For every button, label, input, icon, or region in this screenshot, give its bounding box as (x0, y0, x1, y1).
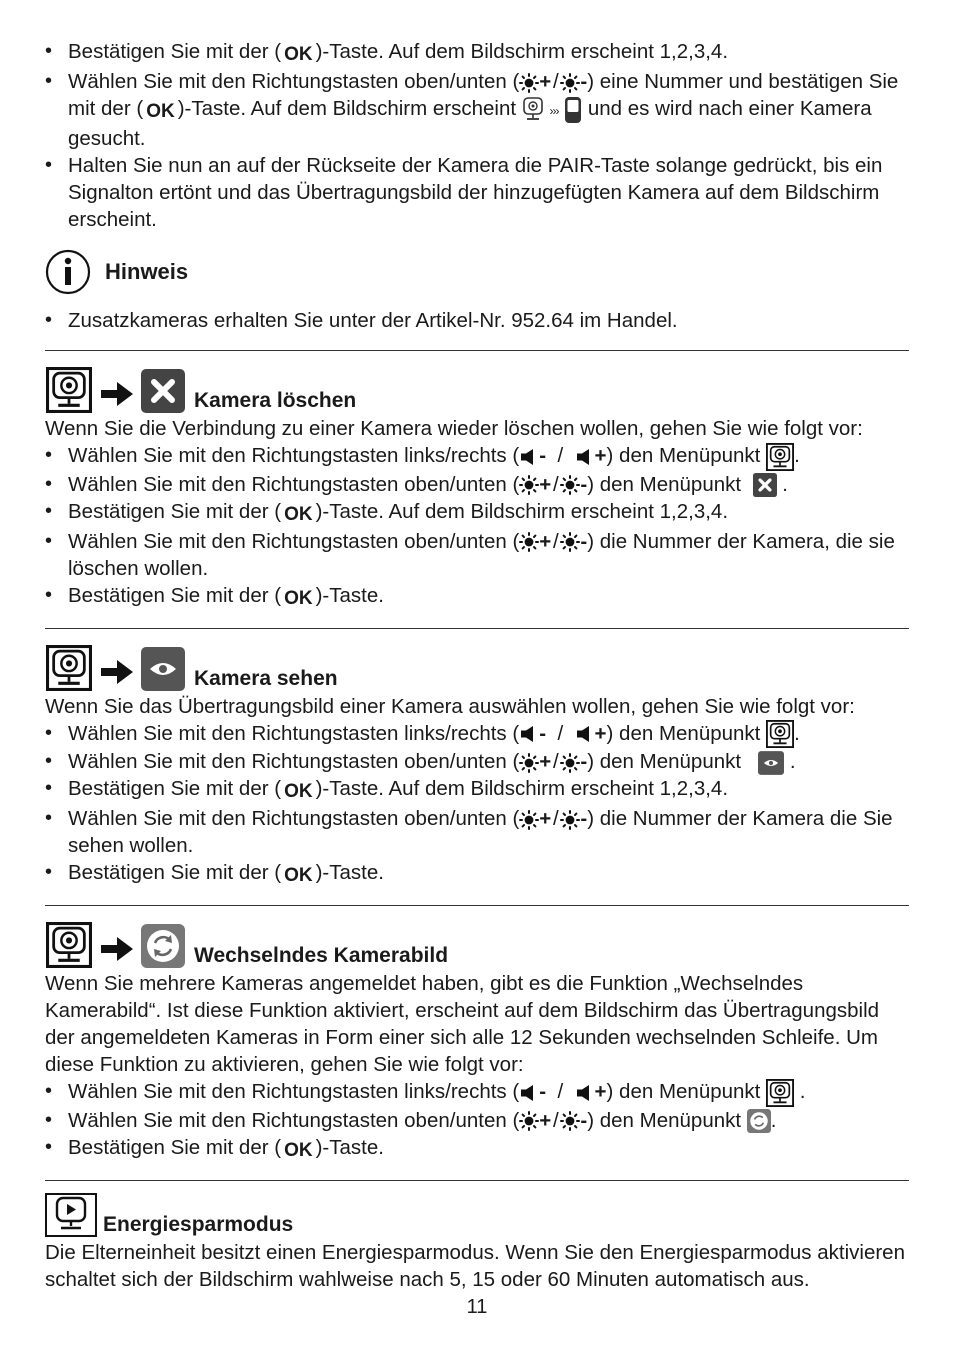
section-text: Die Elterneinheit besitzt einen Energiesparmodus. Wenn Sie den Energiesparmodus aktivieren schaltet sich der Bildschirm wahlweise nach 5, 15 oder 60 Minuten automatisch aus. (45, 1240, 905, 1291)
cycle-steps (45, 1078, 909, 1164)
brightness-icon (519, 475, 539, 495)
brightness-icon (519, 753, 539, 773)
signal-dots-icon: ››› (549, 104, 559, 118)
camera-icon (766, 443, 794, 471)
brightness-icon (560, 1111, 580, 1131)
note-list (45, 307, 909, 334)
list-item: • Bestätigen Sie mit der ( OK )-Taste. Auf dem Bildschirm erscheint 1,2,3,4. (45, 498, 909, 528)
delete-steps (45, 442, 909, 612)
brightness-icon (560, 475, 580, 495)
section-header-energy (45, 1191, 909, 1237)
section-intro: Wenn Sie mehrere Kameras angemeldet haben, gibt es die Funktion „Wechselndes Kamerabild“. Ist diese Funktion aktiviert, erscheint auf dem Bildschirm das Übertragungsbild der angemeldeten Kameras in Form einer sich alle 12 Sekunden wechselnden Schleife. Um diese Funktion zu aktivieren, gehen Sie wie folgt vor: (45, 972, 880, 1077)
brightness-icon (519, 532, 539, 552)
section-intro: Wenn Sie die Verbindung zu einer Kamera wieder löschen wollen, gehen Sie wie folgt vor: (45, 417, 863, 440)
list-item: • Wählen Sie mit den Richtungstasten oben/unten ( + / -) den Menüpunkt . (45, 1107, 909, 1134)
camera-icon (766, 720, 794, 748)
list-item: • Wählen Sie mit den Richtungstasten oben/unten ( + / -) eine Nummer und bestätigen Sie mit der ( OK )-Taste. Auf dem Bildschirm erscheint ››› und es wird nach einer Kamera gesucht. (45, 68, 909, 152)
camera-icon (522, 97, 544, 123)
ok-key-label: OK (146, 101, 175, 122)
ok-key-label: OK (284, 503, 313, 525)
ok-key-label: OK (284, 781, 313, 803)
view-steps (45, 720, 909, 890)
brightness-icon (560, 810, 580, 830)
list-item: • Wählen Sie mit den Richtungstasten oben/unten ( + / -) den Menüpunkt . (45, 471, 909, 498)
section-header-view (45, 639, 909, 691)
list-item: • Bestätigen Sie mit der ( OK )-Taste. (45, 582, 909, 612)
divider (45, 350, 909, 351)
camera-icon (766, 1079, 794, 1107)
list-item: • Bestätigen Sie mit der ( OK )-Taste. (45, 1134, 909, 1164)
monitor-icon (45, 1193, 97, 1237)
section-intro: Wenn Sie das Übertragungsbild einer Kamera auswählen wollen, gehen Sie wie folgt vor: (45, 694, 855, 718)
delete-x-icon (753, 473, 777, 497)
camera-icon (45, 922, 93, 968)
note-header (45, 249, 909, 295)
brightness-icon (560, 532, 580, 552)
ok-key-label: OK (284, 587, 313, 609)
list-item: • Halten Sie nun an auf der Rückseite der Kamera die PAIR-Taste solange gedrückt, bis ein Signalton ertönt und das Übertragungsbild der hinzugefügten Kamera auf dem Bildschirm erscheint. (45, 152, 909, 233)
ok-key-label: OK (284, 44, 313, 65)
list-item: • Zusatzkameras erhalten Sie unter der Artikel-Nr. 952.64 im Handel. (45, 307, 909, 334)
list-item: • Bestätigen Sie mit der ( OK )-Taste. (45, 859, 909, 889)
eye-icon (758, 751, 784, 775)
section-title: Kamera sehen (194, 666, 338, 690)
camera-icon (45, 367, 93, 413)
list-item: • Bestätigen Sie mit der ( OK )-Taste. Auf dem Bildschirm erscheint 1,2,3,4. (45, 38, 909, 68)
manual-page (45, 38, 909, 1293)
delete-x-icon (141, 369, 185, 413)
divider (45, 905, 909, 906)
section-header-cycle (45, 916, 909, 968)
speaker-icon (575, 1083, 595, 1103)
speaker-icon (575, 724, 595, 744)
cycle-icon (141, 924, 185, 968)
arrow-right-icon (99, 934, 135, 964)
list-item: • Wählen Sie mit den Richtungstasten links/rechts ( - / +) den Menüpunkt . (45, 1078, 909, 1107)
parent-unit-icon (564, 96, 582, 124)
speaker-icon (575, 447, 595, 467)
intro-list (45, 38, 909, 233)
section-title: Energiesparmodus (103, 1212, 294, 1236)
page-number: 11 (466, 1296, 488, 1318)
note-title: Hinweis (105, 259, 189, 284)
brightness-icon (560, 753, 580, 773)
ok-key-label: OK (284, 865, 313, 887)
brightness-icon (560, 73, 580, 93)
list-item: • Wählen Sie mit den Richtungstasten oben/unten ( + / -) den Menüpunkt . (45, 748, 909, 775)
divider (45, 1180, 909, 1181)
divider (45, 628, 909, 629)
info-icon (45, 249, 91, 295)
brightness-icon (519, 810, 539, 830)
speaker-icon (519, 1083, 539, 1103)
brightness-icon (519, 1111, 539, 1131)
arrow-right-icon (99, 379, 135, 409)
cycle-icon (747, 1109, 771, 1133)
list-item: • Wählen Sie mit den Richtungstasten links/rechts ( - / +) den Menüpunkt . (45, 442, 909, 471)
section-title: Wechselndes Kamerabild (194, 944, 449, 968)
section-title: Kamera löschen (194, 389, 357, 412)
speaker-icon (519, 724, 539, 744)
list-item: • Wählen Sie mit den Richtungstasten oben/unten ( + / -) die Nummer der Kamera die Sie sehen wollen. (45, 805, 909, 859)
list-item: • Wählen Sie mit den Richtungstasten oben/unten ( + / -) die Nummer der Kamera, die sie löschen wollen. (45, 528, 909, 582)
camera-icon (45, 645, 93, 691)
arrow-right-icon (99, 657, 135, 687)
eye-icon (141, 647, 185, 691)
ok-key-label: OK (284, 1139, 313, 1161)
speaker-icon (519, 447, 539, 467)
list-item: • Bestätigen Sie mit der ( OK )-Taste. Auf dem Bildschirm erscheint 1,2,3,4. (45, 775, 909, 805)
brightness-icon (519, 73, 539, 93)
list-item: • Wählen Sie mit den Richtungstasten links/rechts ( - / +) den Menüpunkt . (45, 720, 909, 749)
section-header-delete (45, 361, 909, 413)
